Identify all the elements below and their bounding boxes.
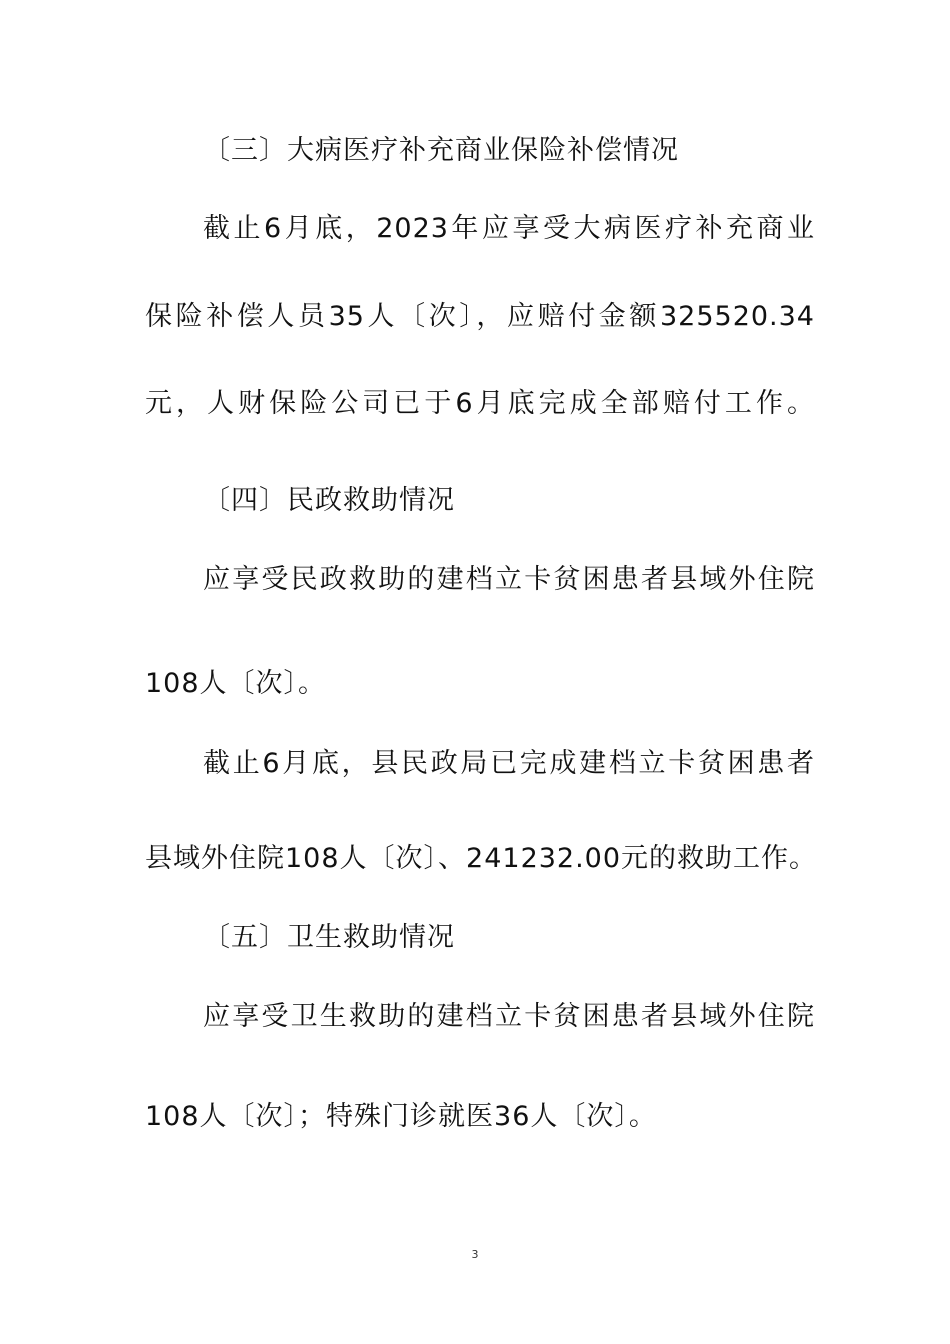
paragraph-line: 县域外住院108人〔次〕、241232.00元的救助工作。 [145,843,818,874]
paragraph-line: 截止6月底，2023年应享受大病医疗补充商业 [203,213,815,244]
page-number: 3 [471,1248,479,1261]
paragraph-line: 截止6月底，县民政局已完成建档立卡贫困患者 [203,748,815,779]
paragraph-line: 应享受民政救助的建档立卡贫困患者县域外住院 [203,564,815,595]
section-heading-4: 〔四〕民政救助情况 [203,485,455,516]
paragraph-line: 元，人财保险公司已于6月底完成全部赔付工作。 [145,388,815,419]
paragraph-line: 应享受卫生救助的建档立卡贫困患者县域外住院 [203,1001,815,1032]
section-heading-5: 〔五〕卫生救助情况 [203,922,455,953]
section-heading-3: 〔三〕大病医疗补充商业保险补偿情况 [203,135,679,166]
paragraph-line: 保险补偿人员35人〔次〕，应赔付金额325520.34 [145,301,815,332]
paragraph-line: 108人〔次〕；特殊门诊就医36人〔次〕。 [145,1101,657,1132]
paragraph-line: 108人〔次〕。 [145,668,327,699]
